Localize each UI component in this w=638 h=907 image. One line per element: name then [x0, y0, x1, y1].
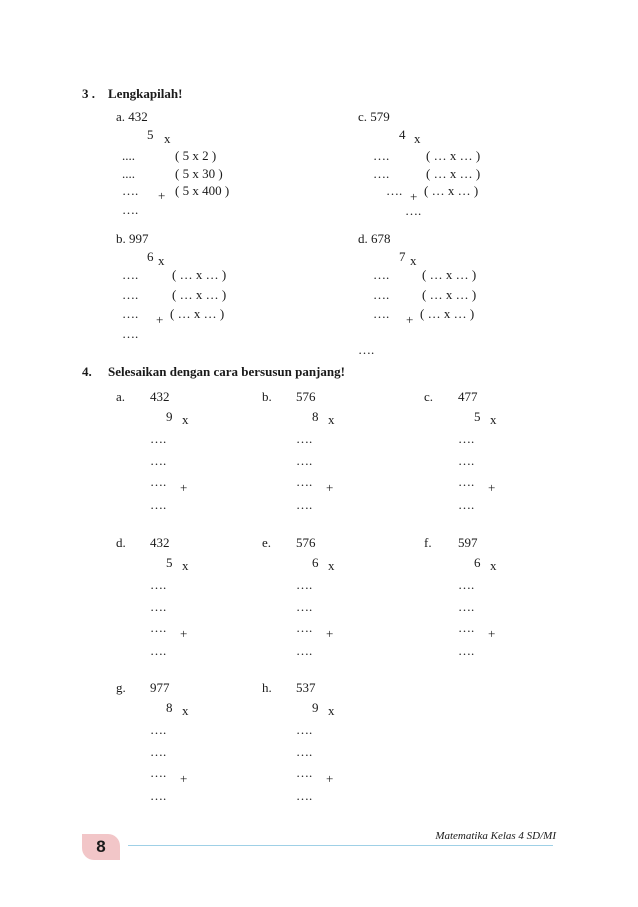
page-number-badge: [82, 834, 120, 860]
q4-a-letter: a.: [116, 389, 126, 404]
q3-d-plus: +: [406, 312, 414, 327]
q3-a-times: x: [164, 131, 171, 146]
q4-b-plus: +: [326, 480, 334, 495]
q3-b-row2-hint: ( … x … ): [172, 287, 227, 302]
q4-e-top-number: 576: [296, 535, 316, 550]
q4-f-line2: ….: [458, 599, 475, 614]
footer-rule: [128, 845, 553, 846]
q4-c-letter: c.: [424, 389, 434, 404]
q4-a-times: x: [182, 412, 189, 427]
q4-h-letter: h.: [262, 680, 272, 695]
q4-h-times: x: [328, 703, 335, 718]
q3-c-row2-hint: ( … x … ): [426, 166, 481, 181]
q3-a-row3-blank: ….: [122, 183, 139, 198]
q3-b-row1-blank: ….: [122, 267, 139, 282]
q3-c-plus: +: [410, 189, 418, 204]
q3-c-times: x: [414, 131, 421, 146]
q4-a-line3: ….: [150, 474, 167, 489]
q4-h-line1: ….: [296, 722, 313, 737]
q4-g-line1: ….: [150, 722, 167, 737]
q4-c-times: x: [490, 412, 497, 427]
page-number: 8: [96, 837, 106, 856]
q3-a-total: ….: [122, 202, 139, 217]
q3-c-total: ….: [405, 203, 422, 218]
q4-g-times: x: [182, 703, 189, 718]
q4-f-plus: +: [488, 626, 496, 641]
q4-e-line2: ….: [296, 599, 313, 614]
q3-b-times: x: [158, 253, 165, 268]
q3-c-multiplier: 4: [399, 127, 406, 142]
q4-e-plus: +: [326, 626, 334, 641]
question-4-number: 4.: [82, 364, 92, 379]
q4-b-total: ….: [296, 497, 313, 512]
q4-d-plus: +: [180, 626, 188, 641]
q4-c-line2: ….: [458, 453, 475, 468]
q4-a-plus: +: [180, 480, 188, 495]
q4-b-letter: b.: [262, 389, 272, 404]
q3-b-row3-hint: ( … x … ): [170, 306, 225, 321]
q4-g-letter: g.: [116, 680, 126, 695]
q3-a-row1-blank: ....: [122, 148, 135, 163]
q3-c-row1-hint: ( … x … ): [426, 148, 481, 163]
q3-d-multiplier: 7: [399, 249, 406, 264]
q4-b-multiplier: 8: [312, 409, 319, 424]
q3-d-row2-blank: ….: [373, 287, 390, 302]
q4-d-multiplier: 5: [166, 555, 173, 570]
q3-c-label: c. 579: [358, 109, 390, 124]
q4-d-line2: ….: [150, 599, 167, 614]
q3-b-plus: +: [156, 312, 164, 327]
q4-f-top-number: 597: [458, 535, 478, 550]
q3-b-row3-blank: ….: [122, 306, 139, 321]
q4-f-line3: ….: [458, 620, 475, 635]
q4-a-line1: ….: [150, 431, 167, 446]
q4-h-top-number: 537: [296, 680, 316, 695]
q3-c-row3-hint: ( … x … ): [424, 183, 479, 198]
q4-c-multiplier: 5: [474, 409, 481, 424]
book-title: Matematika Kelas 4 SD/MI: [435, 830, 556, 842]
question-4-heading: Selesaikan dengan cara bersusun panjang!: [108, 364, 345, 379]
q4-g-top-number: 977: [150, 680, 170, 695]
q4-e-line3: ….: [296, 620, 313, 635]
q4-c-line3: ….: [458, 474, 475, 489]
q3-d-row3-blank: ….: [373, 306, 390, 321]
q3-a-row2-blank: ....: [122, 166, 135, 181]
q4-g-line2: ….: [150, 744, 167, 759]
q4-h-plus: +: [326, 771, 334, 786]
q4-g-multiplier: 8: [166, 700, 173, 715]
q3-d-row3-hint: ( … x … ): [420, 306, 475, 321]
question-3-number: 3 .: [82, 86, 95, 101]
q3-a-label: a. 432: [116, 109, 148, 124]
q4-d-times: x: [182, 558, 189, 573]
q4-f-letter: f.: [424, 535, 432, 550]
q4-h-multiplier: 9: [312, 700, 319, 715]
q4-f-times: x: [490, 558, 497, 573]
q4-d-total: ….: [150, 643, 167, 658]
q4-c-plus: +: [488, 480, 496, 495]
q4-b-top-number: 576: [296, 389, 316, 404]
q4-b-times: x: [328, 412, 335, 427]
q3-d-row2-hint: ( … x … ): [422, 287, 477, 302]
q4-a-line2: ….: [150, 453, 167, 468]
q4-a-multiplier: 9: [166, 409, 173, 424]
q3-a-multiplier: 5: [147, 127, 154, 142]
q3-d-times: x: [410, 253, 417, 268]
q3-a-plus: +: [158, 188, 166, 203]
q3-b-multiplier: 6: [147, 249, 154, 264]
q3-d-row1-hint: ( … x … ): [422, 267, 477, 282]
q3-a-row1-hint: ( 5 x 2 ): [175, 148, 217, 163]
q3-c-row3-blank: ….: [386, 183, 403, 198]
q4-b-line2: ….: [296, 453, 313, 468]
q4-h-line2: ….: [296, 744, 313, 759]
q3-d-row1-blank: ….: [373, 267, 390, 282]
q4-h-total: ….: [296, 788, 313, 803]
q4-e-times: x: [328, 558, 335, 573]
q4-c-line1: ….: [458, 431, 475, 446]
q4-g-line3: ….: [150, 765, 167, 780]
q4-d-line3: ….: [150, 620, 167, 635]
q4-e-letter: e.: [262, 535, 272, 550]
q4-f-total: ….: [458, 643, 475, 658]
q4-e-total: ….: [296, 643, 313, 658]
q3-d-total: ….: [358, 342, 375, 357]
q3-a-row2-hint: ( 5 x 30 ): [175, 166, 223, 181]
q4-f-multiplier: 6: [474, 555, 481, 570]
q4-c-top-number: 477: [458, 389, 478, 404]
q4-g-total: ….: [150, 788, 167, 803]
q4-e-multiplier: 6: [312, 555, 319, 570]
q4-e-line1: ….: [296, 577, 313, 592]
q4-d-top-number: 432: [150, 535, 170, 550]
q3-a-row3-hint: ( 5 x 400 ): [175, 183, 230, 198]
q4-d-letter: d.: [116, 535, 126, 550]
q4-a-top-number: 432: [150, 389, 170, 404]
q3-b-row2-blank: ….: [122, 287, 139, 302]
q4-h-line3: ….: [296, 765, 313, 780]
q4-f-line1: ….: [458, 577, 475, 592]
q3-b-total: ….: [122, 326, 139, 341]
q3-b-row1-hint: ( … x … ): [172, 267, 227, 282]
q3-d-label: d. 678: [358, 231, 391, 246]
q3-c-row1-blank: ….: [373, 148, 390, 163]
q4-b-line1: ….: [296, 431, 313, 446]
q4-a-total: ….: [150, 497, 167, 512]
q4-g-plus: +: [180, 771, 188, 786]
q4-d-line1: ….: [150, 577, 167, 592]
question-3-heading: Lengkapilah!: [108, 86, 183, 101]
q4-c-total: ….: [458, 497, 475, 512]
q4-b-line3: ….: [296, 474, 313, 489]
q3-c-row2-blank: ….: [373, 166, 390, 181]
q3-b-label: b. 997: [116, 231, 149, 246]
